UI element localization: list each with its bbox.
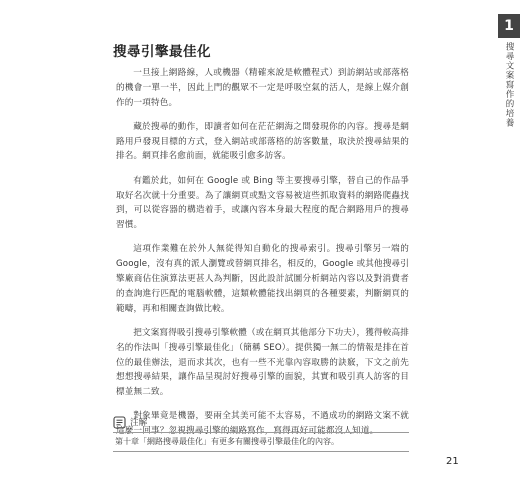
paragraph-6: 對象畢竟是機器，要兩全其美可能不太容易，不過成功的網路文案不就這麼一回事？忽視搜尋引擎的網路寫作，寫得再好可能都沒人知道。 [116, 410, 409, 436]
note-label: 注解 [130, 418, 148, 428]
chapter-title: 搜尋文案寫作的培養 [504, 42, 514, 128]
note-header [113, 415, 409, 429]
chapter-number: 1 [498, 14, 520, 38]
paragraph-4: 這項作業難在於外人無從得知自動化的搜尋索引。搜尋引擎另一端的 Google，沒有真的派人瀏覽或替網頁排名，相反的，Google 或其他搜尋引擎廠商佔住演算法更甚人為判斷，因此設計試圖分析網站內容以及對消費者的查詢進行匹配的電腦軟體，這類軟體能找出網頁的各種要素，判斷網頁的範疇，再和相關查詢做比較。 [116, 244, 409, 314]
paragraph-5: 把文案寫得吸引搜尋引擎軟體（或在網頁其他部分下功夫），獲得較高排名的作法叫「搜尋引擎最佳化」（簡稱 SEO）。提供獨一無二的情報是排在首位的最佳辦法，退而求其次，也有一些不光靠內容取勝的訣竅，下文之前先想想搜尋結果，讓作品呈現討好搜尋引擎的面貌，其實和吸引真人訪客的目標並無二致。 [116, 327, 409, 398]
paragraph-2: 藏於搜尋的動作，即讀者如何在茫茫網海之間發現你的內容。搜尋是網路用戶發現目標的方式，登入網站或部落格的訪客數量，取決於搜尋結果的排名。網頁排名愈前面，就能吸引愈多訪客。 [116, 121, 409, 162]
section-title: 搜尋引擎最佳化 [113, 44, 211, 60]
paragraph-3: 有鑑於此，如何在 Google 或 Bing 等主要搜尋引擎，替自己的作品爭取好名次就十分重要。為了讓網頁或點文容易被這些抓取資料的網路爬蟲找到，可以從容器的構造着手，或讓內容本身最大程度的配合網路用戶的搜尋習慣。 [116, 175, 409, 231]
chapter-tab [498, 14, 520, 132]
page-number: 21 [446, 456, 459, 467]
note-icon [113, 416, 126, 429]
paragraph-1: 一旦接上網路線，人或機器（精確來說是軟體程式）到訪網站或部落格的機會一單一半，因此上門的觀眾不一定是呼吸空氣的活人，是線上媒介創作的一項特色。 [116, 68, 409, 108]
note-text: 第十章「網路搜尋最佳化」有更多有關搜尋引擎最佳化的內容。 [113, 432, 409, 452]
note-block [113, 415, 409, 452]
body-text [116, 66, 409, 448]
